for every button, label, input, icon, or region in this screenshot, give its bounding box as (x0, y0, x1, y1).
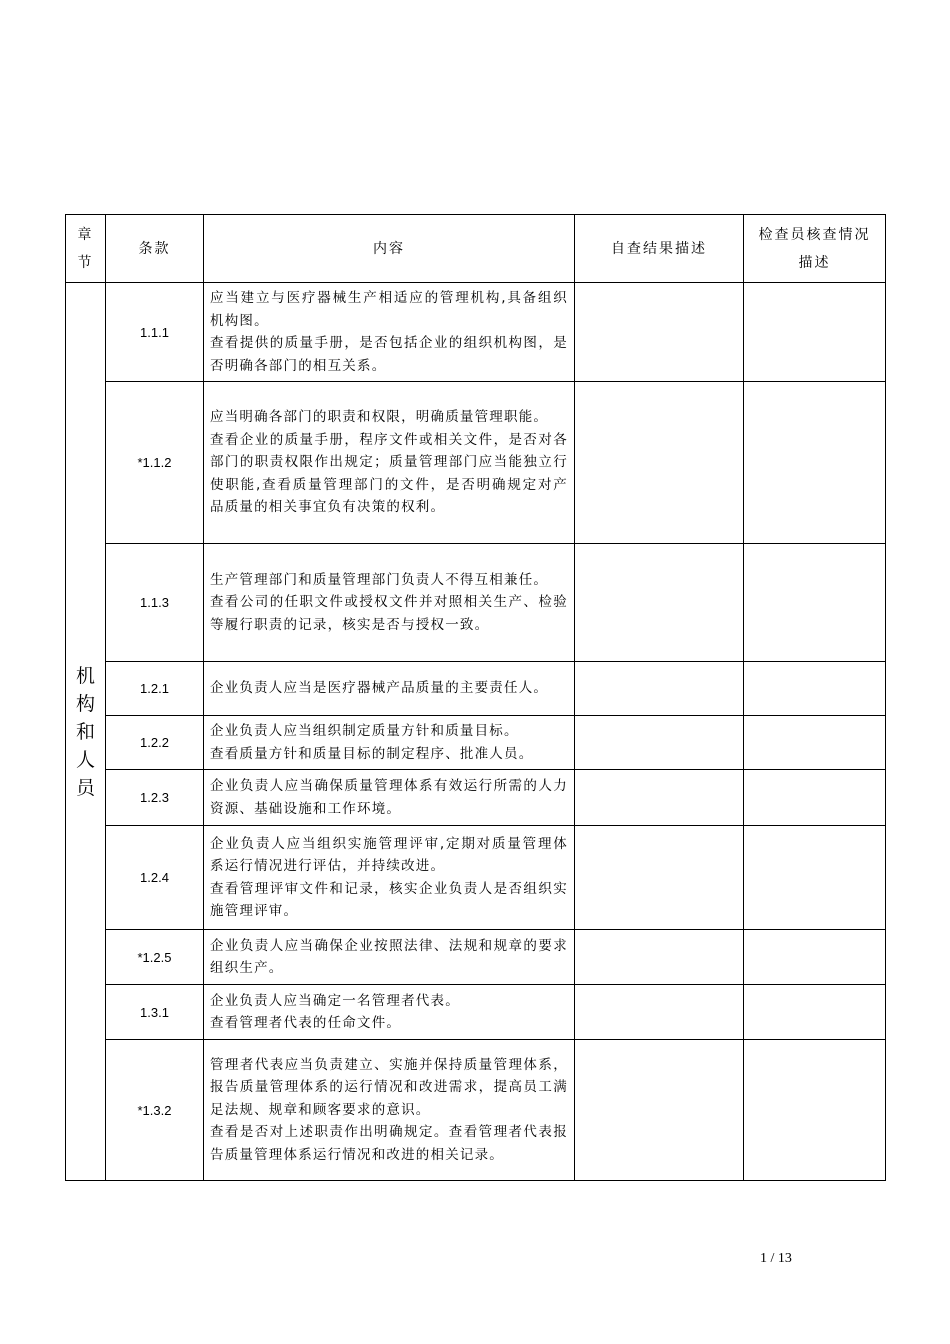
clause-content (204, 985, 575, 1040)
clause-content (204, 930, 575, 985)
clause-content (204, 770, 575, 826)
clause-content (204, 716, 575, 770)
requirement-text: 企业负责人应当是医疗器械产品质量的主要责任人。 (210, 680, 549, 697)
table-row (66, 1040, 886, 1181)
self-check-cell[interactable] (575, 985, 744, 1040)
clause-number: 1.3.1 (106, 985, 204, 1040)
self-check-cell[interactable] (575, 930, 744, 985)
check-text: 查看质量方针和质量目标的制定程序、批准人员。 (210, 745, 534, 762)
chapter-cell (66, 283, 106, 1181)
check-text: 查看提供的质量手册，是否包括企业的组织机构图，是否明确各部门的相互关系。 (210, 335, 568, 374)
requirement-text: 企业负责人应当确保企业按照法律、法规和规章的要求组织生产。 (210, 937, 568, 976)
table-row (66, 382, 886, 544)
header-row (66, 215, 886, 283)
check-text: 查看管理者代表的任命文件。 (210, 1015, 402, 1031)
header-clause: 条款 (106, 215, 204, 283)
table-row (66, 283, 886, 382)
chapter-title: 机构和人员 (75, 664, 95, 799)
check-text: 查看是否对上述职责作出明确规定。查看管理者代表报告质量管理体系运行情况和改进的相关记录。 (210, 1124, 568, 1163)
check-text: 查看公司的任职文件或授权文件并对照相关生产、检验等履行职责的记录，核实是否与授权一致。 (210, 594, 568, 633)
inspector-cell[interactable] (744, 1040, 886, 1181)
table-row (66, 544, 886, 662)
requirement-text: 生产管理部门和质量管理部门负责人不得互相兼任。 (210, 571, 549, 588)
inspector-cell[interactable] (744, 662, 886, 716)
inspector-cell[interactable] (744, 930, 886, 985)
requirement-text: 企业负责人应当组织制定质量方针和质量目标。 (210, 723, 519, 739)
clause-number: *1.3.2 (106, 1040, 204, 1181)
self-check-cell[interactable] (575, 716, 744, 770)
clause-number: *1.2.5 (106, 930, 204, 985)
clause-content (204, 662, 575, 716)
clause-number: *1.1.2 (106, 382, 204, 544)
self-check-cell[interactable] (575, 382, 744, 544)
self-check-cell[interactable] (575, 283, 744, 382)
clause-content (204, 283, 575, 382)
self-check-cell[interactable] (575, 826, 744, 930)
inspector-cell[interactable] (744, 985, 886, 1040)
check-text: 查看管理评审文件和记录，核实企业负责人是否组织实施管理评审。 (210, 880, 568, 919)
table-row (66, 985, 886, 1040)
requirement-text: 应当明确各部门的职责和权限，明确质量管理职能。 (210, 409, 549, 426)
requirement-text: 企业负责人应当确定一名管理者代表。 (210, 992, 460, 1009)
clause-content (204, 826, 575, 930)
inspection-table (65, 214, 886, 1181)
clause-number: 1.2.1 (106, 662, 204, 716)
requirement-text: 企业负责人应当确保质量管理体系有效运行所需的人力资源、基础设施和工作环境。 (210, 778, 568, 817)
inspector-cell[interactable] (744, 283, 886, 382)
header-inspector: 检查员核查情况描述 (744, 215, 886, 283)
table-row (66, 930, 886, 985)
table-row (66, 770, 886, 826)
clause-number: 1.2.3 (106, 770, 204, 826)
self-check-cell[interactable] (575, 544, 744, 662)
header-chapter: 章节 (66, 215, 106, 283)
inspector-cell[interactable] (744, 716, 886, 770)
clause-content (204, 382, 575, 544)
clause-content (204, 1040, 575, 1181)
clause-number: 1.2.4 (106, 826, 204, 930)
header-content: 内容 (204, 215, 575, 283)
table-row (66, 662, 886, 716)
inspector-cell[interactable] (744, 544, 886, 662)
clause-number: 1.1.3 (106, 544, 204, 662)
requirement-text: 企业负责人应当组织实施管理评审,定期对质量管理体系运行情况进行评估，并持续改进。 (210, 835, 568, 874)
requirement-text: 管理者代表应当负责建立、实施并保持质量管理体系，报告质量管理体系的运行情况和改进需求，提高员工满足法规、规章和顾客要求的意识。 (210, 1056, 568, 1118)
self-check-cell[interactable] (575, 1040, 744, 1181)
self-check-cell[interactable] (575, 662, 744, 716)
clause-number: 1.1.1 (106, 283, 204, 382)
self-check-cell[interactable] (575, 770, 744, 826)
table-row (66, 826, 886, 930)
inspector-cell[interactable] (744, 770, 886, 826)
clause-content (204, 544, 575, 662)
requirement-text: 应当建立与医疗器械生产相适应的管理机构,具备组织机构图。 (210, 290, 568, 329)
inspector-cell[interactable] (744, 826, 886, 930)
header-self-check: 自查结果描述 (575, 215, 744, 283)
page-number: 1 / 13 (760, 1251, 792, 1266)
table-row (66, 716, 886, 770)
inspector-cell[interactable] (744, 382, 886, 544)
check-text: 查看企业的质量手册，程序文件或相关文件，是否对各部门的职责权限作出规定；质量管理部门应当能独立行使职能,查看质量管理部门的文件，是否明确规定对产品质量的相关事宜负有决策的权利。 (210, 431, 568, 516)
clause-number: 1.2.2 (106, 716, 204, 770)
